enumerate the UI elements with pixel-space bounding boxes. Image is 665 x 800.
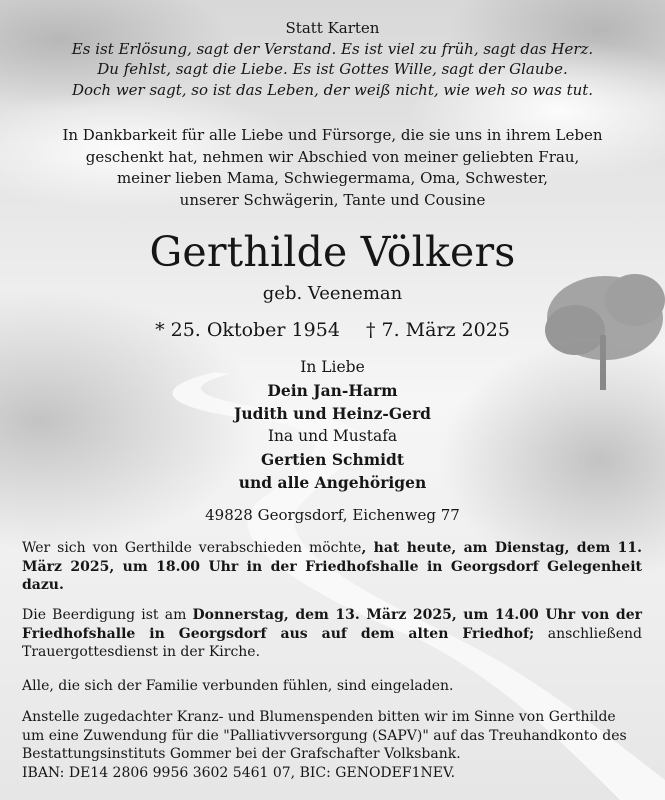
intro-line: unserer Schwägerin, Tante und Cousine: [179, 190, 486, 209]
burial-paragraph: [22, 606, 642, 662]
mourner: Judith und Heinz-Gerd: [234, 404, 431, 423]
mourner: Dein Jan-Harm: [267, 381, 398, 400]
motto-line: Doch wer sagt, so ist das Leben, der weiß nicht, wie weh so was tut.: [71, 80, 594, 99]
bank-details: IBAN: DE14 2806 9956 3602 5461 07, BIC: GENODEF1NEV.: [22, 764, 456, 781]
mourners-list: [0, 356, 665, 494]
donation-line: um eine Zuwendung für die "Palliativversorgung (SAPV)" auf das Treuhandkonto des: [22, 727, 627, 744]
mourner: Ina und Mustafa: [267, 427, 398, 445]
burial-text: Die Beerdigung ist am: [22, 607, 193, 623]
farewell-text: Wer sich von Gerthilde verabschieden möchte: [22, 540, 362, 556]
farewell-details: , hat heute, am Dienstag, dem 11. März 2025, um 18.00 Uhr in der Friedhofshalle in Georgsdorf Gelegenheit dazu.: [22, 540, 643, 593]
motto-section: [0, 18, 665, 100]
mourners-heading: In Liebe: [300, 358, 365, 376]
motto-line: Es ist Erlösung, sagt der Verstand. Es ist viel zu früh, sagt das Herz.: [71, 39, 594, 58]
deceased-name: Gerthilde Völkers: [149, 228, 516, 276]
intro-line: geschenkt hat, nehmen wir Abschied von meiner geliebten Frau,: [85, 147, 580, 166]
death-date: † 7. März 2025: [365, 319, 510, 341]
life-dates: [0, 318, 665, 342]
birth-date: * 25. Oktober 1954: [155, 319, 340, 341]
intro-text: [0, 125, 665, 211]
farewell-paragraph: [22, 539, 642, 595]
birth-name: geb. Veeneman: [262, 283, 403, 304]
donation-line: Anstelle zugedachter Kranz- und Blumenspenden bitten wir im Sinne von Gerthilde: [22, 709, 616, 725]
intro-line: In Dankbarkeit für alle Liebe und Fürsorge, die sie uns in ihrem Leben: [62, 126, 603, 144]
motto-line: Du fehlst, sagt die Liebe. Es ist Gottes Wille, sagt der Glaube.: [97, 60, 568, 78]
burial-details: Donnerstag, dem 13. März 2025, um 14.00 Uhr von der Friedhofshalle in Georgsdorf aus auf dem alten Friedhof;: [22, 607, 642, 642]
intro-line: meiner lieben Mama, Schwiegermama, Oma, Schwester,: [116, 169, 549, 187]
mourner: Gertien Schmidt: [260, 450, 405, 469]
motto-title: Statt Karten: [285, 19, 380, 37]
burial-followup: anschließend Trauergottesdienst in der Kirche.: [22, 625, 642, 660]
donation-line: Bestattungsinstituts Gommer bei der Grafschafter Volksbank.: [22, 746, 461, 762]
donation-paragraph: [22, 708, 642, 782]
invitation-paragraph: Alle, die sich der Familie verbunden fühlen, sind eingeladen.: [22, 678, 454, 694]
mourner: und alle Angehörigen: [238, 473, 427, 492]
family-address: 49828 Georgsdorf, Eichenweg 77: [205, 506, 460, 524]
